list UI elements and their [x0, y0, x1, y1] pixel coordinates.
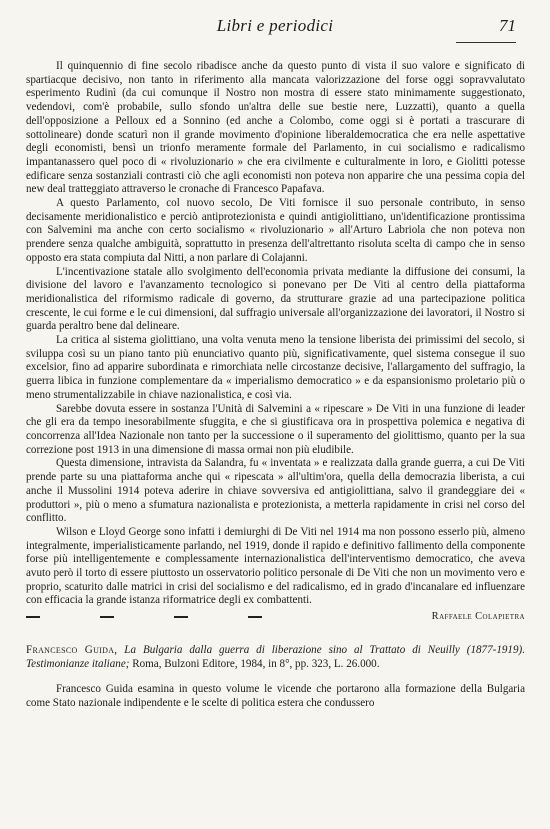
paragraph: A questo Parlamento, col nuovo secolo, De Viti fornisce il suo personale contributo, in senso decisamente meridionalistico e perciò antiprotezionista e quindi antigiolittiano, un'identificazione prontissima con Salvemini ma anche con certo socialismo « rivoluzionario » all'Arturo Labriola che non poteva non prendere senza qualche ambiguità, soprattutto in presenza dell'altrettanto risoluta scelta di campo che in senso opposto era stata compiuta dal Nitti, a non parlare di Colajanni. — [26, 197, 525, 264]
paragraph: Sarebbe dovuta essere in sostanza l'Unità di Salvemini a « ripescare » De Viti in una funzione di leader che gli era da tempo inesorabilmente sfuggita, e che si giustificava ora in prospettiva polemica e negativa di concorrenza all'Idea Nazionale non tanto per la successione o il superamento del giolittismo, quanto per la sua correzione post 1913 in una dimensione di massa ormai non più eludibile. — [26, 402, 525, 456]
review-heading — [26, 644, 525, 671]
review-publication: Roma, Bulzoni Editore, 1984, in 8°, pp. 323, L. 26.000. — [132, 657, 380, 670]
paragraph: Questa dimensione, intravista da Salandra, fu « inventata » e realizzata dalla grande guerra, a cui De Viti prende parte su una piattaforma anche qui « ripescata » all'ultim'ora, quella della democrazia liberista, a cui anche il Mussolini 1914 poteva aderire in chiave sovversiva ed antigiolittiana, salvo il grandeggiare dei « produttori », più o meno a sfumatura nazionalista e protezionista, a metterla rapidamente in crisi nel corso del conflitto. — [26, 457, 525, 525]
paragraph: La critica al sistema giolittiano, una volta venuta meno la tensione liberista dei primissimi del secolo, si sviluppa così su un piano tanto più enunciativo quanto più, significativamente, quel sistema consegue il suo excelsior, fino ad apparire subordinata e rimorchiata nelle circostanze decisive, l'allargamento del suffragio, la guerra libica in funzione complementare da « imperialismo democratico » e da espansionismo proletario più o meno strumentalizzabile in chiave nazionalistica, e così via. — [26, 334, 525, 401]
dash-divider — [174, 616, 188, 618]
paragraph: Francesco Guida esamina in questo volume le vicende che portarono alla formazione della Bulgaria come Stato nazionale indipendente e le scelte di politica estera che condussero — [26, 683, 525, 709]
dash-divider — [100, 616, 114, 618]
running-head: Libri e periodici — [216, 16, 334, 35]
review-title: La Bulgaria dalla guerra di liberazione sino al Trattato di Neuilly (1877-1919). Testimonianze italiane; — [26, 643, 525, 670]
decorative-dashes — [26, 616, 262, 618]
signature-row — [26, 610, 525, 624]
header-rule — [456, 42, 516, 43]
page-header — [0, 16, 550, 40]
dash-divider — [26, 616, 40, 618]
review-author: Francesco Guida, — [26, 643, 118, 656]
author-signature: Raffaele Colapietra — [431, 611, 525, 623]
paragraph: Wilson e Lloyd George sono infatti i demiurghi di De Viti nel 1914 ma non possono esserlo più, almeno integralmente, imperialisticamente parlando, nel 1919, donde il rapido e definitivo fallimento della componente forse più intelligentemente e complessamente internazionalistica dell'interventismo democratico, che aveva avuto però il torto di essere piuttosto un osservatorio politico personale di De Viti che non un movimento vero e proprio, scaturito dalle matrici in crisi del socialismo e del radicalismo, ed in grado d'incanalare ed influenzare con efficacia la grande istanza riformatrice degli ex combattenti. — [26, 525, 525, 607]
paragraph: Il quinquennio di fine secolo ribadisce anche da questo punto di vista il suo valore e significato di spartiacque decisivo, non tanto in riferimento alla mancata valorizzazione del forse oggi sopravvalutato esperimento Rudinì (da cui comunque il Nostro non mostra di essere stato minimamente suggestionato, vedendovi, com'è probabile, sullo sfondo un'altra delle sue bestie nere, Luzzatti), quanto a quella dell'opposizione a Pelloux ed a Sonnino (ed anche a Colombo, come oggi si è portati a trascurare di sottolineare) donde scaturì non il grande movimento d'opinione liberaldemocratica che era nelle aspettative degli economisti, bensì un trionfo meramente formale del Parlamento, in cui socialismo e radicalismo impantanassero quel poco di « rivoluzionario » che era civilmente e culturalmente in loro, e Giolitti potesse edificare senza sostanziali contrasti ciò che agli economisti non poteva non apparire che una pessima copia del new deal tratteggiato attraverso le cronache di Francesco Papafava. — [26, 60, 525, 196]
page-number: 71 — [499, 16, 516, 35]
article-body — [26, 60, 525, 711]
dash-divider — [248, 616, 262, 618]
paragraph: L'incentivazione statale allo svolgimento dell'economia privata mediante la diffusione dei consumi, la divisione del lavoro e l'avanzamento tecnologico si ponevano per De Viti al centro della piattaforma meridionalistica del riformismo radicale di governo, da strutturare grazie ad una partecipazione politica crescente, le cui forme e le cui dimensioni, dal suffragio universale all'organizzazione dei lavoratori, il Nostro si guarda peraltro bene dal delineare. — [26, 265, 525, 333]
review-body — [26, 683, 525, 710]
